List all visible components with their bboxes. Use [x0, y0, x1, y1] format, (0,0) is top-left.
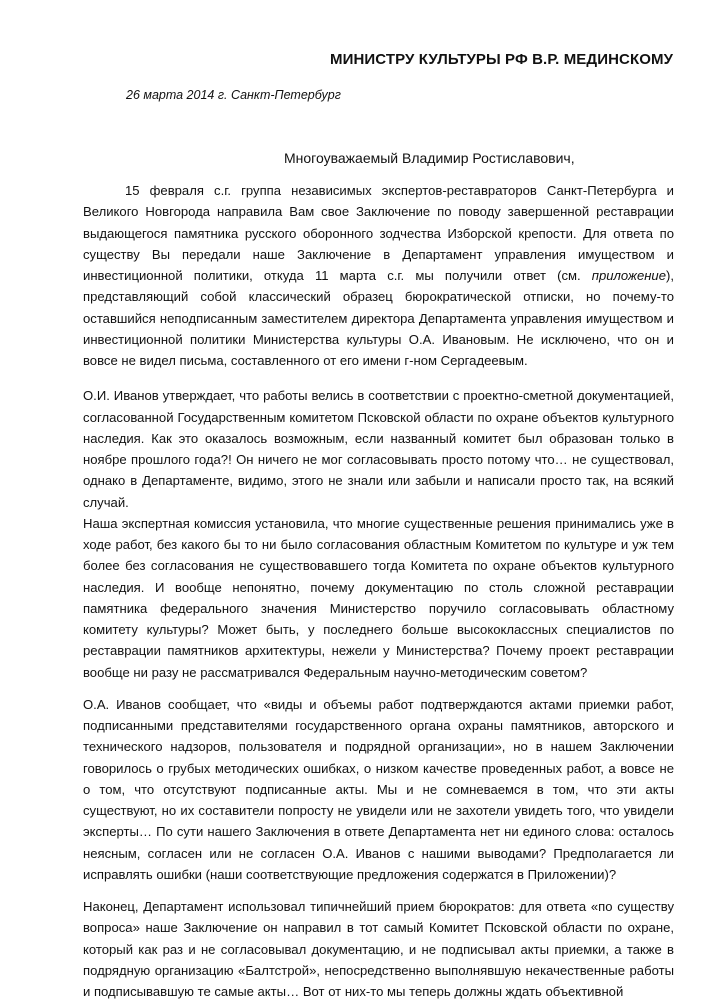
paragraph-1 — [83, 180, 674, 371]
paragraph-1-text-a: 15 февраля с.г. группа независимых экспертов-реставраторов Санкт-Петербурга и Великого Новгорода направила Вам свое Заключение по поводу завершенной реставрации выдающегося памятника русского оборонного зодчества Изборской крепости. Для ответа по существу Вы передали наше Заключение в Департамент управления имуществом и инвестиционной политики, откуда 11 марта с.г. мы получили ответ (см. — [83, 183, 674, 283]
letter-body — [83, 180, 674, 1002]
salutation: Многоуважаемый Владимир Ростиславович, — [284, 150, 575, 166]
paragraph-3: Наша экспертная комиссия установила, что многие существенные решения принимались уже в ходе работ, без какого бы то ни было согласования областным Комитетом по культуре и уж тем более без согласования не существовавшего тогда Комитета по охране объектов культурного наследия. И вообще непонятно, почему документацию по столь сложной реставрации памятника федерального значения Министерство поручило согласовывать областному комитету культуры? Может быть, у последнего больше высококлассных специалистов по реставрации памятников архитектуры, нежели у Министерства? Почему проект реставрации вообще ни разу не рассматривался Федеральным научно-методическим советом? — [83, 515, 674, 680]
appendix-reference: приложение — [591, 268, 666, 283]
paragraph-5: Наконец, Департамент использовал типичнейший прием бюрократов: для ответа «по существу вопроса» наше Заключение он направил в тот самый Комитет Псковской области по охране, который как раз и не согласовывал документацию, и не подписывал акты приемки, а также в подрядную организацию «Балтстрой», непосредственно выполнявшую некачественные работы и подписывавшую те самые акты… Вот от них-то мы теперь должны ждать объективной — [83, 899, 674, 999]
paragraph-2: О.И. Иванов утверждает, что работы велись в соответствии с проектно-сметной документацией, согласованной Государственным комитетом Псковской области по охране объектов культурного наследия. Как это оказалось возможным, если названный комитет был образован только в ноябре прошлого года?! Он ничего не мог согласовывать просто потому что… не существовал, однако в Департаменте, видимо, этого не знали или забыли и написали просто так, на всякий случай. — [83, 388, 674, 510]
addressee-heading: МИНИСТРУ КУЛЬТУРЫ РФ В.Р. МЕДИНСКОМУ — [330, 51, 673, 68]
date-and-place: 26 марта 2014 г. Санкт-Петербург — [126, 88, 341, 102]
paragraph-4: О.А. Иванов сообщает, что «виды и объемы работ подтверждаются актами приемки работ, подписанными представителями государственного органа охраны памятников, авторского и технического надзоров, пользователя и подрядной организации», но в нашем Заключении говорилось о грубых методических ошибках, о низком качестве проведенных работ, а вовсе не о том, что отсутствуют подписанные акты. Мы и не сомневаемся в том, что эти акты существуют, но их составители попросту не увидели или не захотели увидеть того, что увидели эксперты… По сути нашего Заключения в ответе Департамента нет ни единого слова: осталось неясным, согласен или не согласен О.А. Иванов с нашими выводами? Предполагается ли исправлять ошибки (наши соответствующие предложения содержатся в Приложении)? — [83, 696, 674, 882]
paragraph-1-text-b: ), представляющий собой классический образец бюрократической отписки, но почему-то оставшийся неподписанным заместителем директора Департамента управления имуществом и инвестиционной политики Министерства культуры О.А. Ивановым. Не исключено, что он и вовсе не видел письма, составленного от его имени г-ном Сергадеевым. — [83, 268, 674, 368]
